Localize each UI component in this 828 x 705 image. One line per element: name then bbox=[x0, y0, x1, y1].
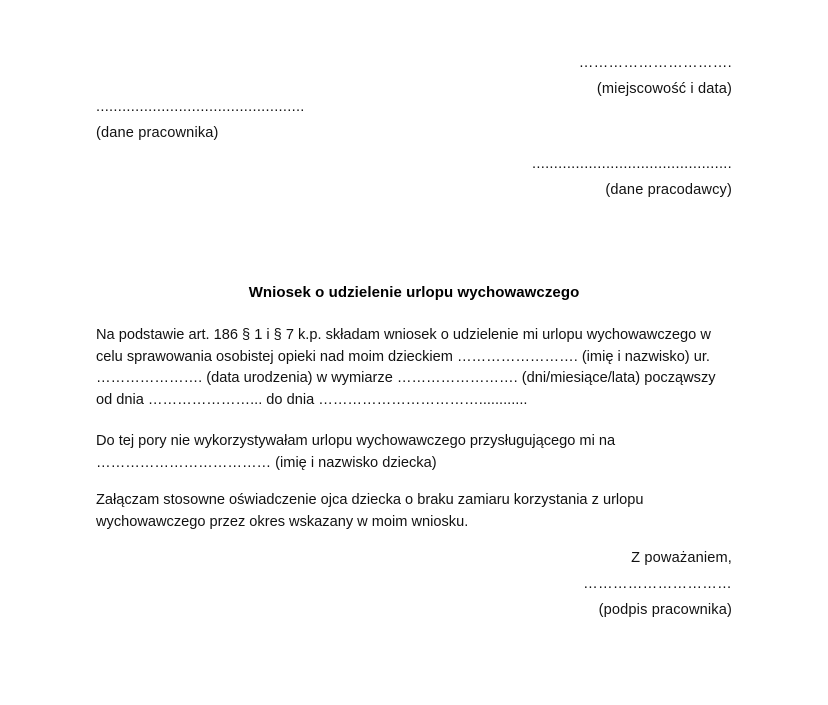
document-sheet bbox=[96, 0, 732, 705]
paragraph-attachment-statement bbox=[96, 490, 732, 533]
signature-closing: Z poważaniem, bbox=[631, 550, 732, 566]
employee-data-block bbox=[96, 100, 516, 145]
signature-caption: (podpis pracownika) bbox=[598, 601, 732, 618]
document-title: Wniosek o udzielenie urlopu wychowawczego bbox=[248, 284, 580, 301]
signature-fill-line[interactable]: ………………………… bbox=[583, 576, 732, 591]
employer-data-caption: (dane pracodawcy) bbox=[605, 182, 732, 198]
signature-block bbox=[312, 548, 732, 621]
paragraph-3-line-2: wychowawczego przez okres wskazany w moim wniosku. bbox=[96, 513, 469, 530]
paragraph-1-line-1: Na podstawie art. 186 § 1 i § 7 k.p. składam wniosek o udzielenie mi urlopu wychowawczego w bbox=[96, 327, 711, 343]
paragraph-previous-leave bbox=[96, 431, 732, 474]
place-and-date-block bbox=[312, 56, 732, 101]
employer-data-fill-line[interactable]: .............................................. bbox=[532, 157, 732, 171]
paragraph-1-line-2: celu sprawowania osobistej opieki nad moim dzieckiem ……………………. (imię i nazwisko) ur. bbox=[96, 348, 710, 365]
paragraph-application-details bbox=[96, 325, 732, 411]
paragraph-1-line-3: …………………. (data urodzenia) w wymiarze ……………………. (dni/miesiące/lata) począwszy bbox=[96, 370, 716, 386]
employer-data-block bbox=[312, 157, 732, 202]
paragraph-3-line-1: Załączam stosowne oświadczenie ojca dziecka o braku zamiaru korzystania z urlopu bbox=[96, 492, 644, 508]
place-and-date-fill-line[interactable]: …………………………. bbox=[578, 56, 732, 70]
employee-data-caption: (dane pracownika) bbox=[96, 125, 219, 141]
place-and-date-caption: (miejscowość i data) bbox=[596, 81, 732, 97]
paragraph-2-line-2: ……………………………… (imię i nazwisko dziecka) bbox=[96, 454, 437, 471]
employee-data-fill-line[interactable]: ................................................ bbox=[96, 100, 305, 114]
paragraph-1-line-4: od dnia …………………... do dnia ……………………………............ bbox=[96, 391, 528, 408]
paragraph-2-line-1: Do tej pory nie wykorzystywałam urlopu wychowawczego przysługującego mi na bbox=[96, 433, 616, 449]
